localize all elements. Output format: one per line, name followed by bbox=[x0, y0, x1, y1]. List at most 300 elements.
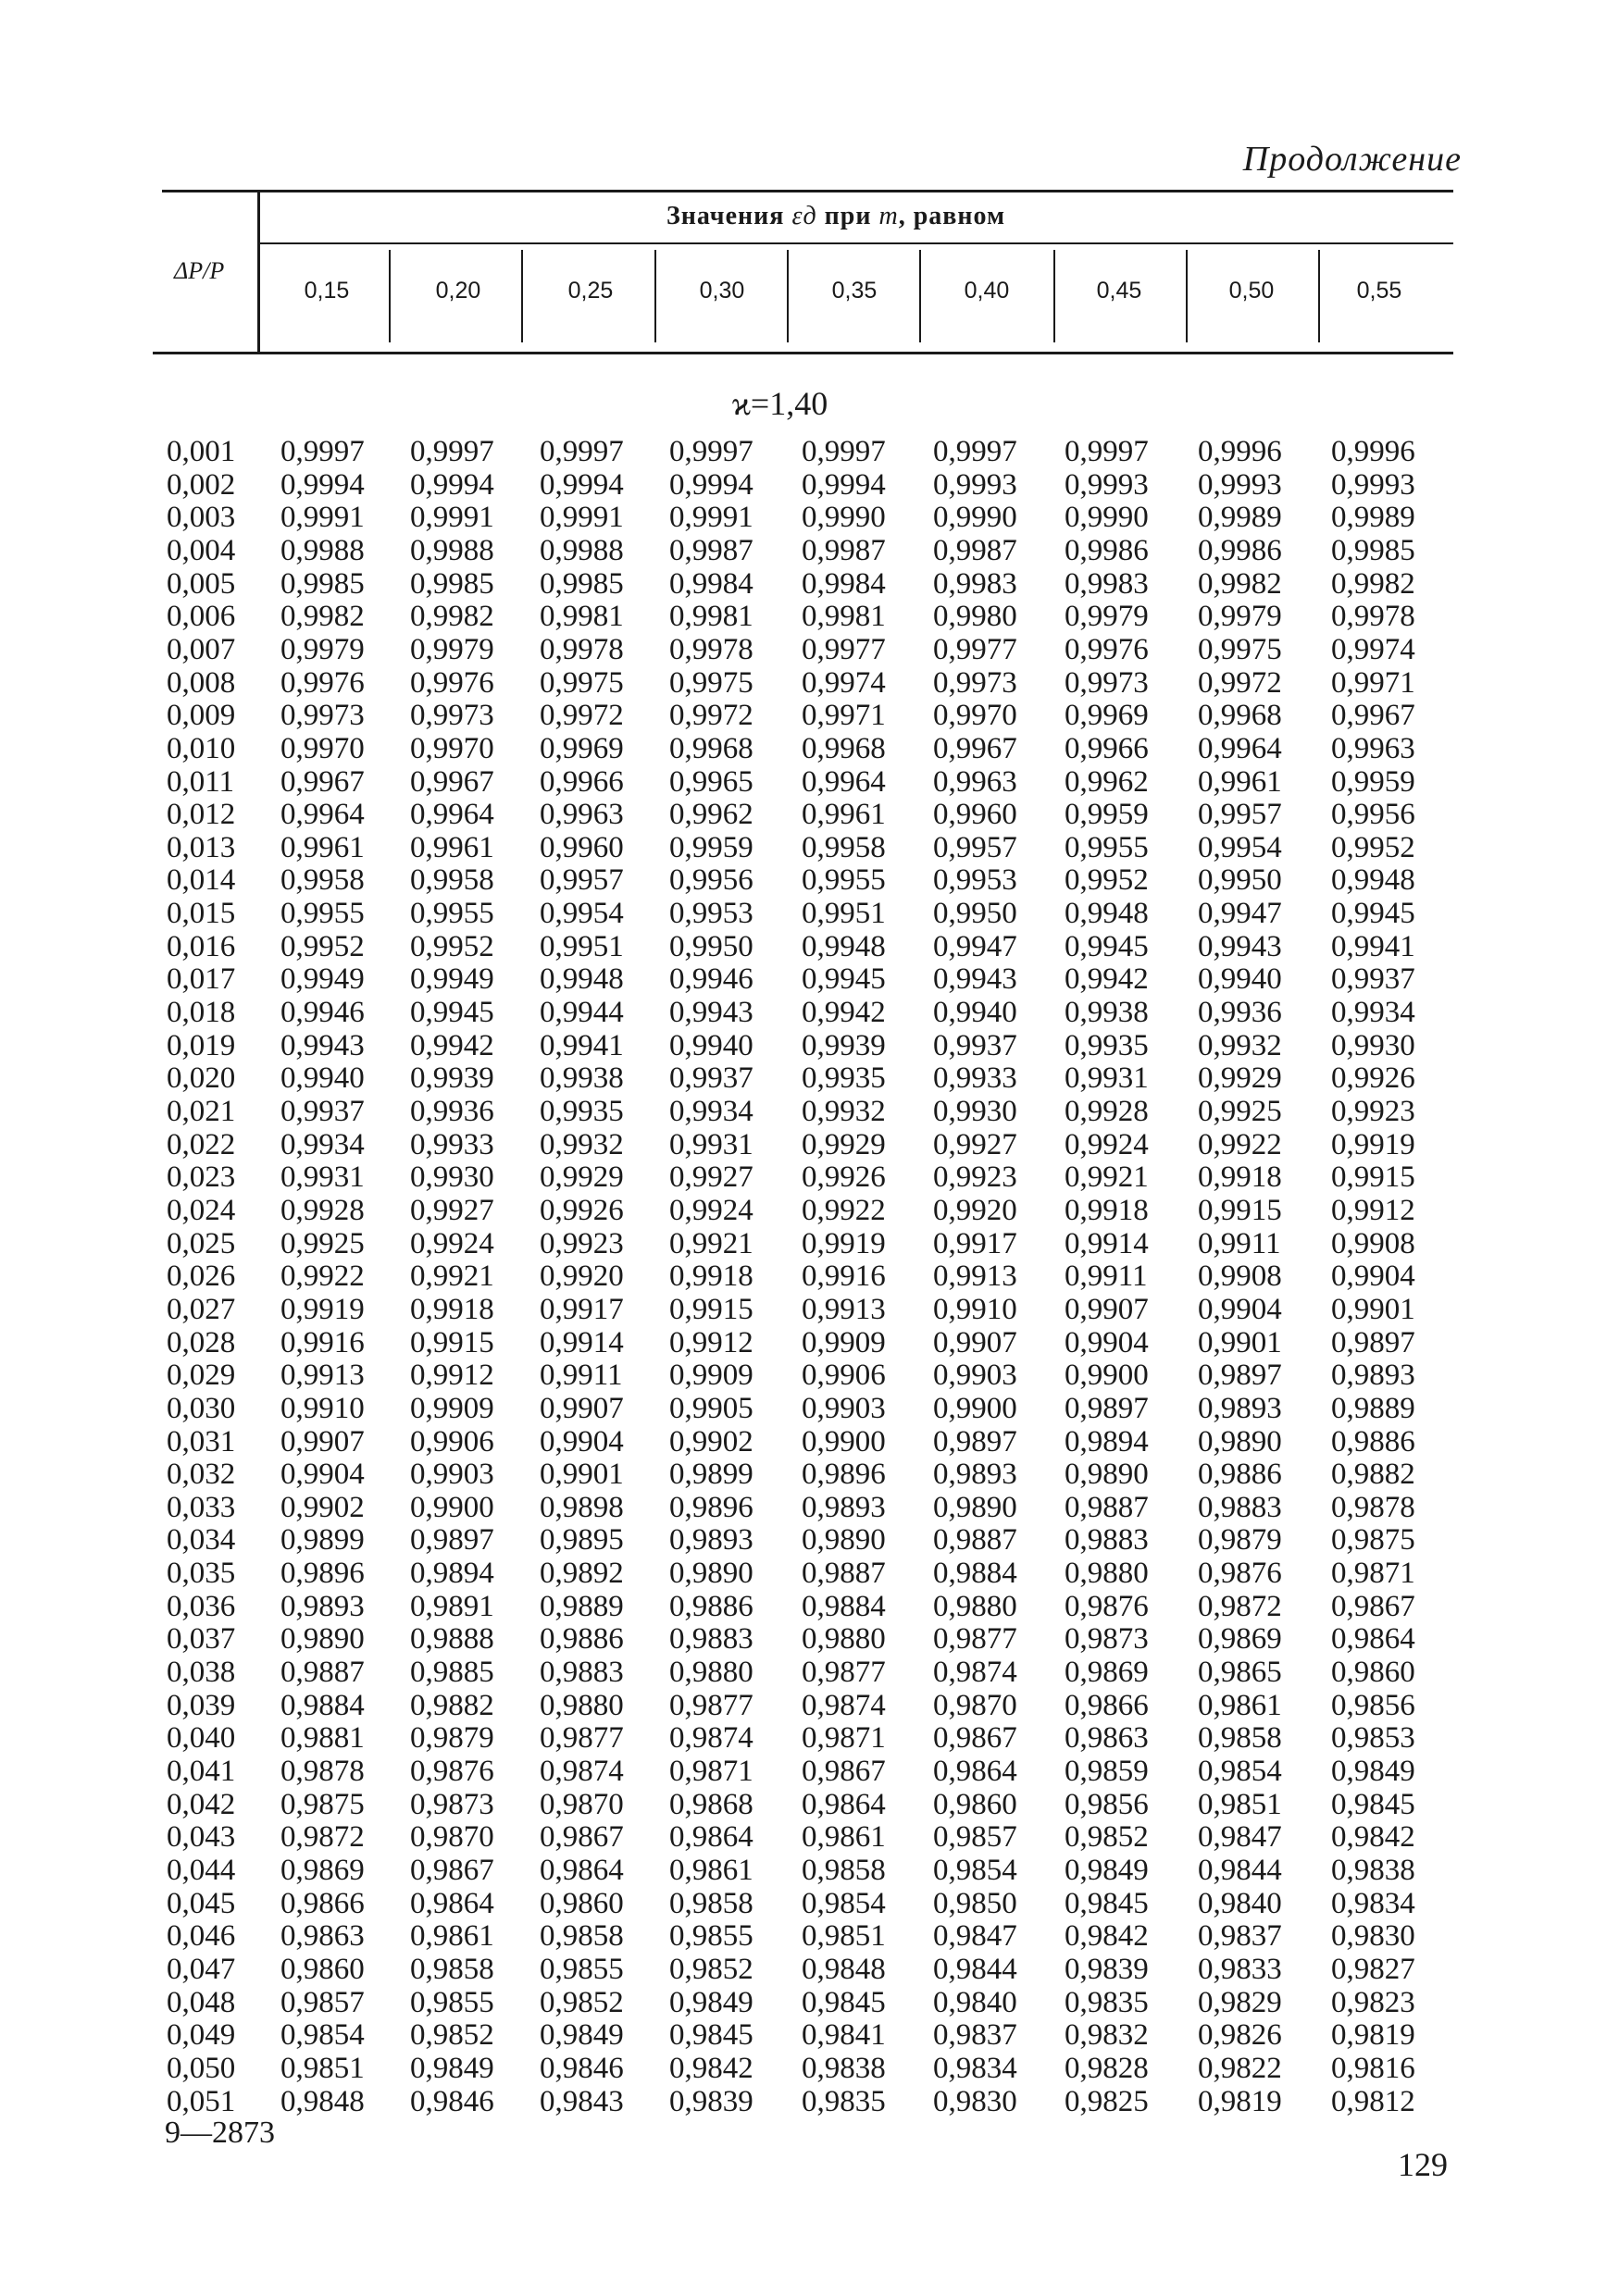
table-cell: 0,9914 bbox=[1065, 1227, 1149, 1260]
row-param-value: 0,048 bbox=[167, 1986, 236, 2019]
table-cell: 0,9948 bbox=[1331, 863, 1415, 897]
group-title-prefix: Значения bbox=[666, 202, 792, 230]
table-cell: 0,9871 bbox=[1331, 1557, 1415, 1590]
table-cell: 0,9880 bbox=[933, 1590, 1017, 1623]
table-row bbox=[0, 863, 1619, 897]
table-row bbox=[0, 1260, 1619, 1293]
table-cell: 0,9867 bbox=[802, 1755, 886, 1788]
row-param-value: 0,034 bbox=[167, 1523, 236, 1557]
table-cell: 0,9897 bbox=[1331, 1326, 1415, 1359]
table-cell: 0,9946 bbox=[669, 962, 753, 996]
table-cell: 0,9967 bbox=[280, 765, 365, 799]
table-cell: 0,9847 bbox=[1198, 1820, 1282, 1854]
table-cell: 0,9982 bbox=[1331, 567, 1415, 601]
table-cell: 0,9890 bbox=[669, 1557, 753, 1590]
table-cell: 0,9928 bbox=[1065, 1095, 1149, 1128]
table-cell: 0,9996 bbox=[1198, 435, 1282, 468]
table-cell: 0,9959 bbox=[1065, 798, 1149, 831]
group-title-mid: при bbox=[816, 202, 879, 230]
row-param-value: 0,021 bbox=[167, 1095, 236, 1128]
table-cell: 0,9941 bbox=[540, 1029, 624, 1062]
table-cell: 0,9967 bbox=[1331, 699, 1415, 732]
table-cell: 0,9893 bbox=[669, 1523, 753, 1557]
group-title-suffix: , равном bbox=[898, 202, 1006, 230]
row-param-value: 0,037 bbox=[167, 1622, 236, 1656]
table-cell: 0,9939 bbox=[410, 1061, 494, 1095]
table-cell: 0,9962 bbox=[669, 798, 753, 831]
table-cell: 0,9904 bbox=[1198, 1293, 1282, 1326]
table-cell: 0,9977 bbox=[933, 633, 1017, 666]
table-cell: 0,9920 bbox=[540, 1260, 624, 1293]
row-param-value: 0,029 bbox=[167, 1359, 236, 1392]
table-cell: 0,9994 bbox=[540, 468, 624, 502]
table-row bbox=[0, 468, 1619, 502]
table-row bbox=[0, 501, 1619, 534]
table-cell: 0,9940 bbox=[933, 996, 1017, 1029]
table-row bbox=[0, 1293, 1619, 1326]
table-cell: 0,9932 bbox=[802, 1095, 886, 1128]
table-cell: 0,9879 bbox=[410, 1721, 494, 1755]
table-cell: 0,9904 bbox=[280, 1458, 365, 1491]
row-param-value: 0,033 bbox=[167, 1491, 236, 1524]
table-cell: 0,9911 bbox=[1198, 1227, 1281, 1260]
table-cell: 0,9976 bbox=[1065, 633, 1149, 666]
table-cell: 0,9930 bbox=[410, 1160, 494, 1194]
table-cell: 0,9947 bbox=[1198, 897, 1282, 930]
header-column-divider bbox=[654, 250, 656, 342]
table-row bbox=[0, 1656, 1619, 1689]
table-cell: 0,9830 bbox=[933, 2085, 1017, 2118]
table-cell: 0,9883 bbox=[1065, 1523, 1149, 1557]
table-cell: 0,9864 bbox=[802, 1788, 886, 1821]
table-cell: 0,9900 bbox=[802, 1425, 886, 1458]
table-cell: 0,9870 bbox=[410, 1820, 494, 1854]
m-column-header: 0,35 bbox=[831, 278, 878, 304]
table-cell: 0,9991 bbox=[540, 501, 624, 534]
table-row bbox=[0, 732, 1619, 765]
table-cell: 0,9906 bbox=[410, 1425, 494, 1458]
header-column-divider bbox=[1318, 250, 1320, 342]
table-cell: 0,9961 bbox=[410, 831, 494, 864]
row-param-value: 0,027 bbox=[167, 1293, 236, 1326]
row-param-value: 0,046 bbox=[167, 1919, 236, 1953]
table-row bbox=[0, 1721, 1619, 1755]
row-param-value: 0,008 bbox=[167, 666, 236, 700]
table-cell: 0,9877 bbox=[933, 1622, 1017, 1656]
table-cell: 0,9854 bbox=[933, 1854, 1017, 1887]
row-param-value: 0,003 bbox=[167, 501, 236, 534]
row-param-value: 0,026 bbox=[167, 1260, 236, 1293]
table-cell: 0,9962 bbox=[1065, 765, 1149, 799]
table-cell: 0,9997 bbox=[540, 435, 624, 468]
table-cell: 0,9884 bbox=[802, 1590, 886, 1623]
table-cell: 0,9825 bbox=[1065, 2085, 1149, 2118]
header-group-title bbox=[666, 202, 1005, 231]
table-cell: 0,9903 bbox=[933, 1359, 1017, 1392]
table-row bbox=[0, 2018, 1619, 2052]
table-cell: 0,9964 bbox=[1198, 732, 1282, 765]
table-row bbox=[0, 666, 1619, 700]
table-cell: 0,9890 bbox=[280, 1622, 365, 1656]
table-cell: 0,9900 bbox=[933, 1392, 1017, 1425]
table-cell: 0,9819 bbox=[1198, 2085, 1282, 2118]
table-cell: 0,9968 bbox=[1198, 699, 1282, 732]
table-cell: 0,9875 bbox=[280, 1788, 365, 1821]
table-cell: 0,9969 bbox=[540, 732, 624, 765]
table-cell: 0,9893 bbox=[802, 1491, 886, 1524]
table-cell: 0,9876 bbox=[410, 1755, 494, 1788]
footer-signature: 9—2873 bbox=[165, 2116, 275, 2150]
table-cell: 0,9972 bbox=[540, 699, 624, 732]
table-cell: 0,9845 bbox=[802, 1986, 886, 2019]
row-param-value: 0,024 bbox=[167, 1194, 236, 1227]
table-cell: 0,9965 bbox=[669, 765, 753, 799]
header-column-divider bbox=[1186, 250, 1188, 342]
table-cell: 0,9850 bbox=[933, 1887, 1017, 1920]
table-cell: 0,9849 bbox=[1331, 1755, 1415, 1788]
table-cell: 0,9993 bbox=[1198, 468, 1282, 502]
table-cell: 0,9973 bbox=[410, 699, 494, 732]
table-cell: 0,9866 bbox=[1065, 1689, 1149, 1722]
table-cell: 0,9966 bbox=[540, 765, 624, 799]
table-cell: 0,9890 bbox=[1065, 1458, 1149, 1491]
table-cell: 0,9955 bbox=[410, 897, 494, 930]
table-row bbox=[0, 1919, 1619, 1953]
table-cell: 0,9952 bbox=[410, 930, 494, 963]
table-row bbox=[0, 1095, 1619, 1128]
table-cell: 0,9919 bbox=[280, 1293, 365, 1326]
table-cell: 0,9849 bbox=[540, 2018, 624, 2052]
table-cell: 0,9978 bbox=[540, 633, 624, 666]
table-cell: 0,9906 bbox=[802, 1359, 886, 1392]
table-cell: 0,9950 bbox=[669, 930, 753, 963]
table-cell: 0,9924 bbox=[1065, 1128, 1149, 1161]
table-cell: 0,9986 bbox=[1065, 534, 1149, 567]
table-cell: 0,9883 bbox=[669, 1622, 753, 1656]
table-row bbox=[0, 1689, 1619, 1722]
table-cell: 0,9933 bbox=[410, 1128, 494, 1161]
m-column-header: 0,55 bbox=[1356, 278, 1402, 304]
table-cell: 0,9852 bbox=[1065, 1820, 1149, 1854]
table-cell: 0,9903 bbox=[410, 1458, 494, 1491]
table-cell: 0,9889 bbox=[540, 1590, 624, 1623]
table-cell: 0,9852 bbox=[540, 1986, 624, 2019]
table-cell: 0,9840 bbox=[933, 1986, 1017, 2019]
table-cell: 0,9887 bbox=[1065, 1491, 1149, 1524]
table-cell: 0,9858 bbox=[802, 1854, 886, 1887]
table-row bbox=[0, 1326, 1619, 1359]
table-cell: 0,9973 bbox=[280, 699, 365, 732]
table-cell: 0,9956 bbox=[669, 863, 753, 897]
table-cell: 0,9953 bbox=[669, 897, 753, 930]
table-cell: 0,9994 bbox=[280, 468, 365, 502]
table-cell: 0,9854 bbox=[1198, 1755, 1282, 1788]
table-cell: 0,9841 bbox=[802, 2018, 886, 2052]
table-row bbox=[0, 567, 1619, 601]
table-cell: 0,9976 bbox=[410, 666, 494, 700]
table-cell: 0,9959 bbox=[1331, 765, 1415, 799]
table-cell: 0,9844 bbox=[933, 1953, 1017, 1986]
header-column-divider bbox=[787, 250, 789, 342]
table-cell: 0,9883 bbox=[1198, 1491, 1282, 1524]
table-cell: 0,9957 bbox=[933, 831, 1017, 864]
table-cell: 0,9934 bbox=[280, 1128, 365, 1161]
table-cell: 0,9987 bbox=[669, 534, 753, 567]
table-cell: 0,9898 bbox=[540, 1491, 624, 1524]
table-cell: 0,9833 bbox=[1198, 1953, 1282, 1986]
table-cell: 0,9830 bbox=[1331, 1919, 1415, 1953]
table-cell: 0,9958 bbox=[280, 863, 365, 897]
table-cell: 0,9858 bbox=[540, 1919, 624, 1953]
table-cell: 0,9908 bbox=[1198, 1260, 1282, 1293]
table-cell: 0,9896 bbox=[280, 1557, 365, 1590]
table-cell: 0,9923 bbox=[1331, 1095, 1415, 1128]
m-column-header: 0,45 bbox=[1096, 278, 1142, 304]
row-param-value: 0,019 bbox=[167, 1029, 236, 1062]
table-cell: 0,9904 bbox=[540, 1425, 624, 1458]
table-cell: 0,9876 bbox=[1065, 1590, 1149, 1623]
table-cell: 0,9983 bbox=[1065, 567, 1149, 601]
table-cell: 0,9867 bbox=[1331, 1590, 1415, 1623]
table-cell: 0,9961 bbox=[280, 831, 365, 864]
table-cell: 0,9900 bbox=[410, 1491, 494, 1524]
table-row bbox=[0, 1359, 1619, 1392]
table-cell: 0,9925 bbox=[1198, 1095, 1282, 1128]
table-cell: 0,9867 bbox=[540, 1820, 624, 1854]
table-cell: 0,9956 bbox=[1331, 798, 1415, 831]
table-cell: 0,9868 bbox=[669, 1788, 753, 1821]
table-cell: 0,9968 bbox=[802, 732, 886, 765]
table-cell: 0,9904 bbox=[1065, 1326, 1149, 1359]
table-cell: 0,9935 bbox=[802, 1061, 886, 1095]
table-cell: 0,9988 bbox=[540, 534, 624, 567]
table-cell: 0,9905 bbox=[669, 1392, 753, 1425]
table-cell: 0,9984 bbox=[802, 567, 886, 601]
table-cell: 0,9864 bbox=[1331, 1622, 1415, 1656]
table-cell: 0,9949 bbox=[410, 962, 494, 996]
table-cell: 0,9926 bbox=[1331, 1061, 1415, 1095]
table-cell: 0,9827 bbox=[1331, 1953, 1415, 1986]
table-cell: 0,9927 bbox=[669, 1160, 753, 1194]
table-row bbox=[0, 1425, 1619, 1458]
table-cell: 0,9955 bbox=[280, 897, 365, 930]
m-column-header: 0,20 bbox=[435, 278, 481, 304]
table-cell: 0,9967 bbox=[933, 732, 1017, 765]
table-cell: 0,9880 bbox=[540, 1689, 624, 1722]
table-cell: 0,9869 bbox=[1198, 1622, 1282, 1656]
table-cell: 0,9975 bbox=[669, 666, 753, 700]
table-row bbox=[0, 2085, 1619, 2118]
table-cell: 0,9942 bbox=[1065, 962, 1149, 996]
table-cell: 0,9890 bbox=[802, 1523, 886, 1557]
table-cell: 0,9966 bbox=[1065, 732, 1149, 765]
table-cell: 0,9851 bbox=[1198, 1788, 1282, 1821]
table-cell: 0,9835 bbox=[802, 2085, 886, 2118]
table-cell: 0,9974 bbox=[1331, 633, 1415, 666]
table-cell: 0,9954 bbox=[540, 897, 624, 930]
row-param-value: 0,043 bbox=[167, 1820, 236, 1854]
table-cell: 0,9997 bbox=[802, 435, 886, 468]
table-cell: 0,9915 bbox=[669, 1293, 753, 1326]
table-cell: 0,9980 bbox=[933, 600, 1017, 633]
table-cell: 0,9858 bbox=[669, 1887, 753, 1920]
table-cell: 0,9911 bbox=[1065, 1260, 1148, 1293]
table-cell: 0,9934 bbox=[1331, 996, 1415, 1029]
row-param-value: 0,028 bbox=[167, 1326, 236, 1359]
table-cell: 0,9924 bbox=[669, 1194, 753, 1227]
continuation-label: Продолжение bbox=[1242, 140, 1462, 179]
table-cell: 0,9978 bbox=[669, 633, 753, 666]
table-cell: 0,9938 bbox=[540, 1061, 624, 1095]
table-row bbox=[0, 2052, 1619, 2085]
table-cell: 0,9985 bbox=[540, 567, 624, 601]
row-param-value: 0,006 bbox=[167, 600, 236, 633]
table-cell: 0,9854 bbox=[802, 1887, 886, 1920]
row-param-value: 0,011 bbox=[167, 765, 235, 799]
table-cell: 0,9903 bbox=[802, 1392, 886, 1425]
row-param-value: 0,032 bbox=[167, 1458, 236, 1491]
table-cell: 0,9864 bbox=[410, 1887, 494, 1920]
table-cell: 0,9996 bbox=[1331, 435, 1415, 468]
table-cell: 0,9990 bbox=[933, 501, 1017, 534]
table-cell: 0,9909 bbox=[410, 1392, 494, 1425]
table-cell: 0,9907 bbox=[933, 1326, 1017, 1359]
table-cell: 0,9964 bbox=[280, 798, 365, 831]
table-cell: 0,9845 bbox=[669, 2018, 753, 2052]
table-cell: 0,9960 bbox=[540, 831, 624, 864]
table-row bbox=[0, 1820, 1619, 1854]
table-cell: 0,9828 bbox=[1065, 2052, 1149, 2085]
table-cell: 0,9886 bbox=[1198, 1458, 1282, 1491]
table-cell: 0,9931 bbox=[280, 1160, 365, 1194]
table-cell: 0,9935 bbox=[540, 1095, 624, 1128]
table-cell: 0,9886 bbox=[540, 1622, 624, 1656]
table-cell: 0,9867 bbox=[410, 1854, 494, 1887]
table-cell: 0,9863 bbox=[1065, 1721, 1149, 1755]
table-cell: 0,9975 bbox=[540, 666, 624, 700]
table-cell: 0,9908 bbox=[1331, 1227, 1415, 1260]
table-cell: 0,9872 bbox=[280, 1820, 365, 1854]
table-cell: 0,9882 bbox=[410, 1689, 494, 1722]
header-group-rule bbox=[260, 242, 1453, 244]
table-cell: 0,9880 bbox=[1065, 1557, 1149, 1590]
table-cell: 0,9909 bbox=[669, 1359, 753, 1392]
table-cell: 0,9918 bbox=[1198, 1160, 1282, 1194]
row-param-value: 0,014 bbox=[167, 863, 236, 897]
table-cell: 0,9931 bbox=[1065, 1061, 1149, 1095]
table-cell: 0,9861 bbox=[669, 1854, 753, 1887]
section-label bbox=[0, 384, 1619, 423]
table-cell: 0,9855 bbox=[669, 1919, 753, 1953]
table-cell: 0,9842 bbox=[1331, 1820, 1415, 1854]
table-row bbox=[0, 962, 1619, 996]
table-cell: 0,9927 bbox=[410, 1194, 494, 1227]
table-row bbox=[0, 996, 1619, 1029]
table-cell: 0,9893 bbox=[280, 1590, 365, 1623]
table-row bbox=[0, 1986, 1619, 2019]
table-cell: 0,9860 bbox=[1331, 1656, 1415, 1689]
table-cell: 0,9812 bbox=[1331, 2085, 1415, 2118]
table-cell: 0,9826 bbox=[1198, 2018, 1282, 2052]
table-cell: 0,9922 bbox=[1198, 1128, 1282, 1161]
table-cell: 0,9970 bbox=[280, 732, 365, 765]
table-cell: 0,9855 bbox=[410, 1986, 494, 2019]
table-cell: 0,9937 bbox=[1331, 962, 1415, 996]
table-cell: 0,9972 bbox=[1198, 666, 1282, 700]
row-param-value: 0,005 bbox=[167, 567, 236, 601]
m-column-header: 0,15 bbox=[304, 278, 350, 304]
table-cell: 0,9840 bbox=[1198, 1887, 1282, 1920]
table-cell: 0,9974 bbox=[802, 666, 886, 700]
table-cell: 0,9957 bbox=[1198, 798, 1282, 831]
table-cell: 0,9945 bbox=[410, 996, 494, 1029]
table-cell: 0,9856 bbox=[1331, 1689, 1415, 1722]
table-cell: 0,9948 bbox=[1065, 897, 1149, 930]
table-cell: 0,9873 bbox=[410, 1788, 494, 1821]
table-row bbox=[0, 930, 1619, 963]
table-cell: 0,9865 bbox=[1198, 1656, 1282, 1689]
table-row bbox=[0, 534, 1619, 567]
table-row bbox=[0, 1523, 1619, 1557]
row-param-value: 0,039 bbox=[167, 1689, 236, 1722]
table-cell: 0,9938 bbox=[1065, 996, 1149, 1029]
table-cell: 0,9896 bbox=[669, 1491, 753, 1524]
table-cell: 0,9893 bbox=[1198, 1392, 1282, 1425]
row-param-value: 0,013 bbox=[167, 831, 236, 864]
header-bottom-rule bbox=[153, 352, 1453, 354]
table-cell: 0,9875 bbox=[1331, 1523, 1415, 1557]
table-cell: 0,9943 bbox=[1198, 930, 1282, 963]
table-cell: 0,9991 bbox=[280, 501, 365, 534]
table-cell: 0,9978 bbox=[1331, 600, 1415, 633]
row-param-value: 0,038 bbox=[167, 1656, 236, 1689]
table-row bbox=[0, 600, 1619, 633]
table-cell: 0,9993 bbox=[1065, 468, 1149, 502]
table-cell: 0,9951 bbox=[802, 897, 886, 930]
table-cell: 0,9897 bbox=[1198, 1359, 1282, 1392]
table-cell: 0,9860 bbox=[540, 1887, 624, 1920]
table-cell: 0,9851 bbox=[280, 2052, 365, 2085]
table-cell: 0,9874 bbox=[540, 1755, 624, 1788]
table-cell: 0,9879 bbox=[1198, 1523, 1282, 1557]
table-cell: 0,9919 bbox=[1331, 1128, 1415, 1161]
table-cell: 0,9858 bbox=[1198, 1721, 1282, 1755]
table-cell: 0,9912 bbox=[669, 1326, 753, 1359]
table-cell: 0,9873 bbox=[1065, 1622, 1149, 1656]
table-cell: 0,9961 bbox=[802, 798, 886, 831]
table-cell: 0,9901 bbox=[540, 1458, 624, 1491]
table-cell: 0,9918 bbox=[669, 1260, 753, 1293]
table-cell: 0,9981 bbox=[669, 600, 753, 633]
table-row bbox=[0, 831, 1619, 864]
param-column-header: ΔP/P bbox=[174, 257, 225, 284]
table-cell: 0,9861 bbox=[410, 1919, 494, 1953]
table-cell: 0,9952 bbox=[1331, 831, 1415, 864]
table-cell: 0,9991 bbox=[410, 501, 494, 534]
table-cell: 0,9846 bbox=[410, 2085, 494, 2118]
table-cell: 0,9952 bbox=[280, 930, 365, 963]
table-cell: 0,9988 bbox=[280, 534, 365, 567]
table-cell: 0,9921 bbox=[669, 1227, 753, 1260]
table-cell: 0,9893 bbox=[933, 1458, 1017, 1491]
table-cell: 0,9947 bbox=[933, 930, 1017, 963]
page-number: 129 bbox=[1398, 2146, 1448, 2183]
table-cell: 0,9876 bbox=[1198, 1557, 1282, 1590]
table-cell: 0,9848 bbox=[280, 2085, 365, 2118]
table-row bbox=[0, 633, 1619, 666]
table-cell: 0,9907 bbox=[540, 1392, 624, 1425]
header-column-divider bbox=[1053, 250, 1055, 342]
